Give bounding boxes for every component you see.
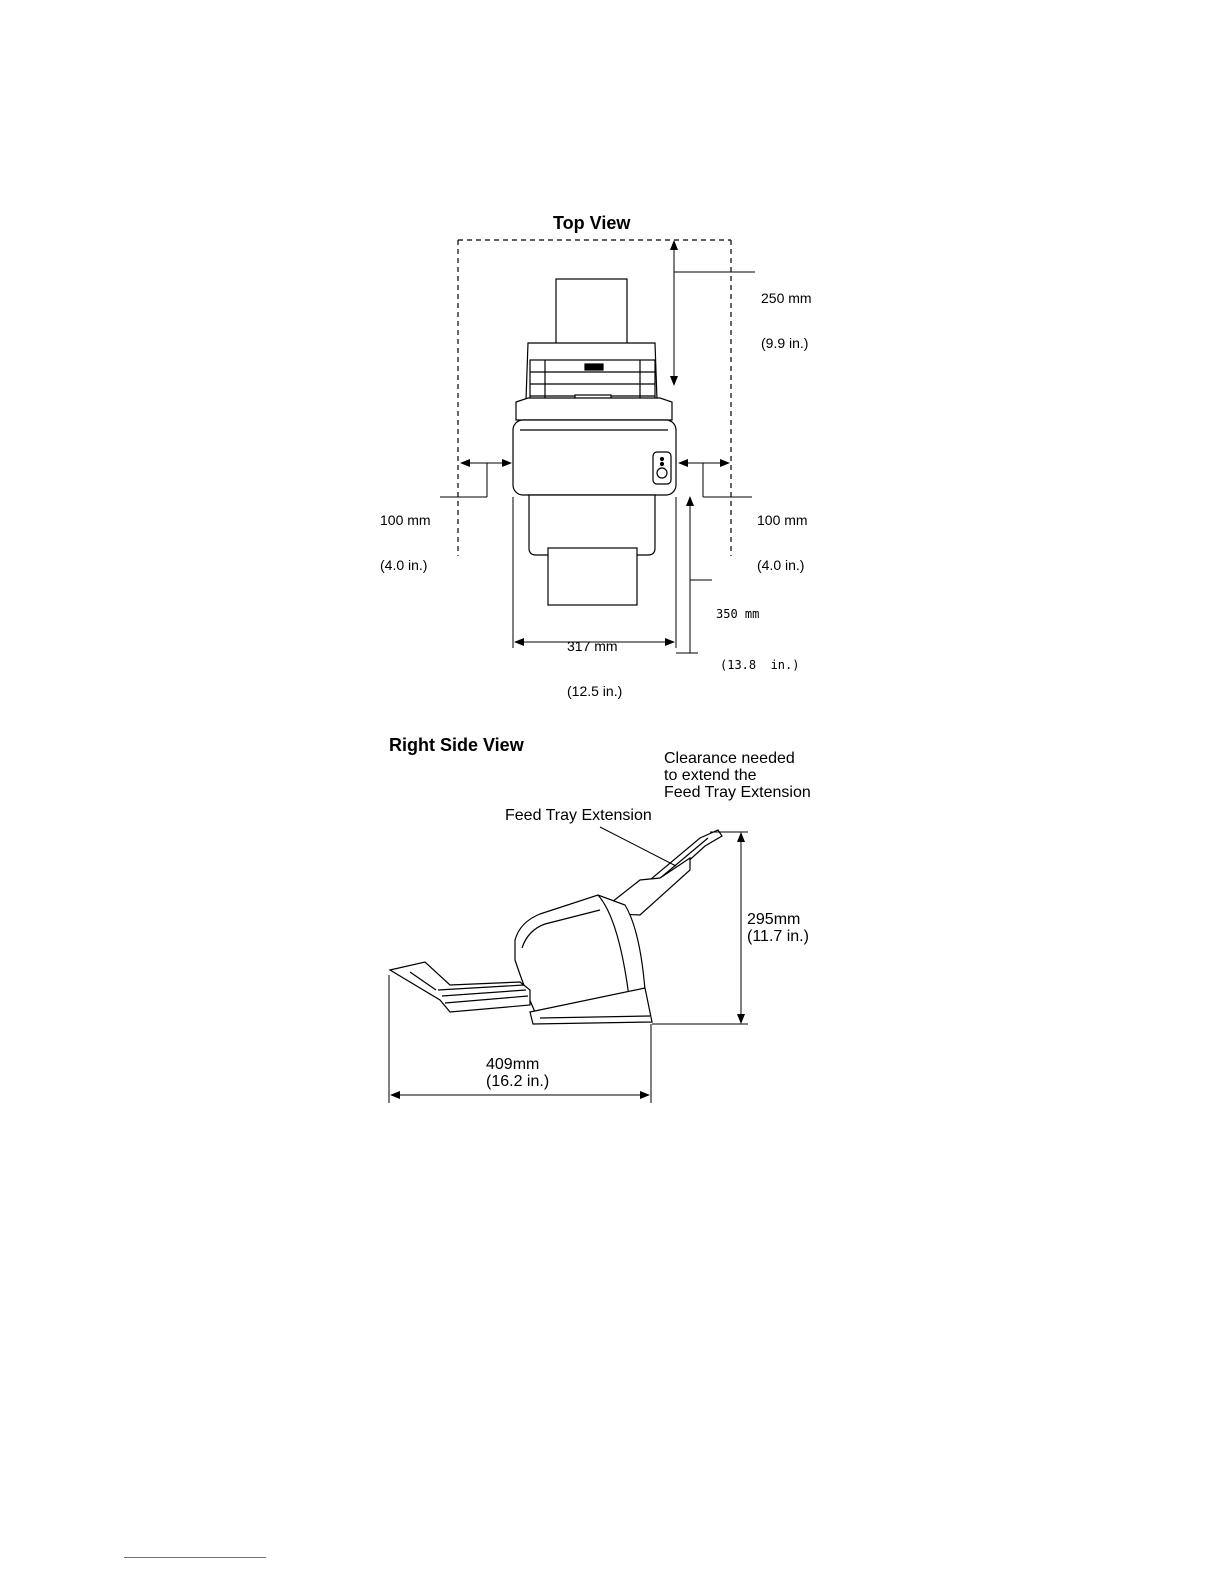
front-clearance-mm: 350 mm	[716, 607, 760, 621]
width-mm: 317 mm	[567, 638, 618, 654]
left-clearance-mm: 100 mm	[380, 512, 431, 528]
top-view-title: Top View	[553, 213, 631, 233]
clearance-note-line-3: Feed Tray Extension	[664, 784, 811, 801]
left-clearance-in: (4.0 in.)	[380, 557, 428, 573]
height-in: (11.7 in.)	[747, 928, 809, 945]
height-label	[747, 911, 809, 945]
clearance-note-line-2: to extend the	[664, 767, 757, 784]
scanner-side-outline	[390, 830, 722, 1024]
front-clearance-in: (13.8 in.)	[720, 658, 800, 672]
rear-clearance-mm: 250 mm	[761, 290, 812, 306]
side-view-title: Right Side View	[389, 735, 524, 755]
depth-in: (16.2 in.)	[486, 1073, 550, 1090]
clearance-note-line-1: Clearance needed	[664, 750, 795, 767]
width-in: (12.5 in.)	[567, 683, 623, 699]
feed-tray-label: Feed Tray Extension	[505, 807, 652, 824]
right-clearance-mm: 100 mm	[757, 512, 808, 528]
feed-tray-leader	[600, 827, 676, 866]
right-clearance-in: (4.0 in.)	[757, 557, 805, 573]
footer-rule	[124, 1557, 266, 1558]
depth-label	[486, 1056, 549, 1090]
depth-mm: 409mm	[486, 1056, 540, 1073]
rear-clearance-in: (9.9 in.)	[761, 335, 809, 351]
height-mm: 295mm	[747, 911, 801, 928]
